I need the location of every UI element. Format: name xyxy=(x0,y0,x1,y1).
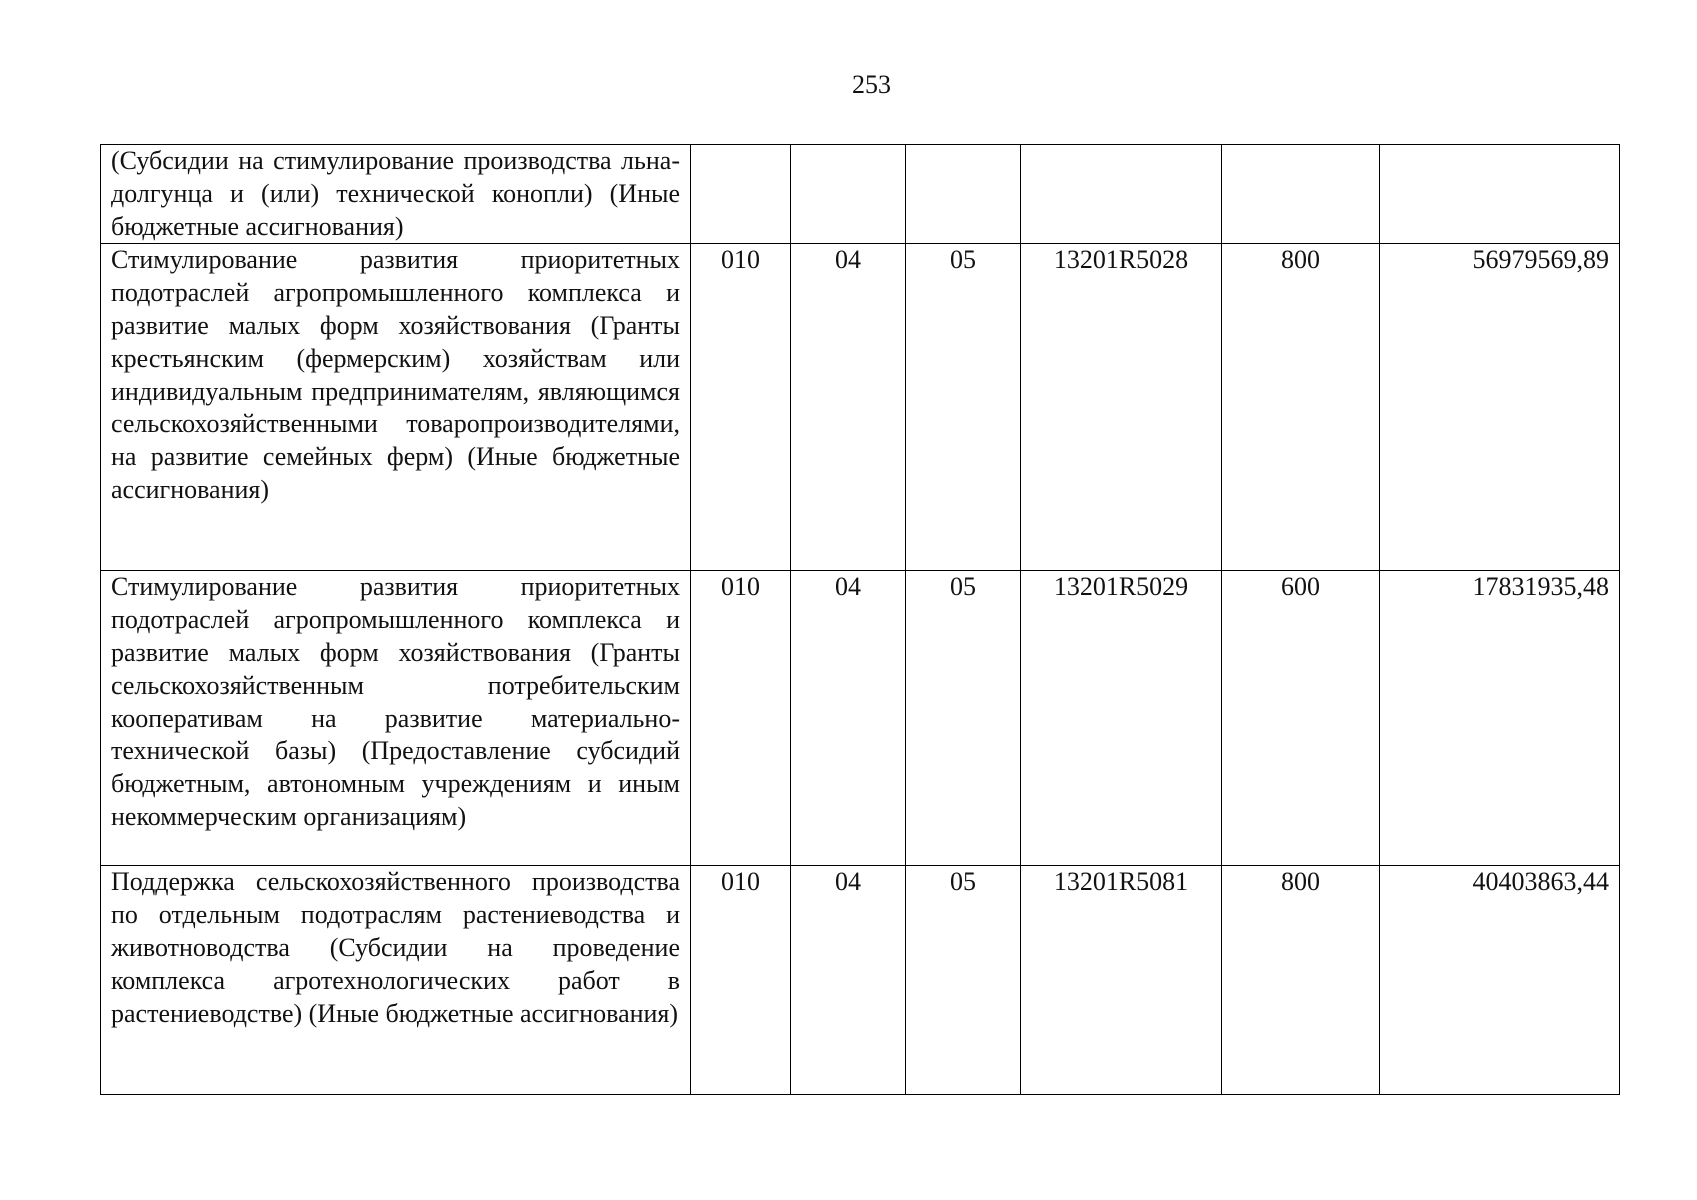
section-code: 04 xyxy=(791,244,906,571)
expense-type-code: 600 xyxy=(1222,571,1380,866)
table-row xyxy=(101,244,1620,571)
target-article-code: 13201R5028 xyxy=(1021,244,1222,571)
row-description: Поддержка сельскохозяйственного производства по отдельным подотраслям растениеводства и животноводства (Субсидии на проведение комплекса агротехнологических работ в растениеводстве) (Иные бюджетные ассигнования) xyxy=(101,866,691,1095)
table-row xyxy=(101,571,1620,866)
subsection-code: 05 xyxy=(906,866,1021,1095)
expense-type-code: 800 xyxy=(1222,244,1380,571)
budget-table xyxy=(100,144,1620,1095)
target-article-code: 13201R5029 xyxy=(1021,571,1222,866)
table-row xyxy=(101,145,1620,244)
target-article-code xyxy=(1021,145,1222,244)
subsection-code: 05 xyxy=(906,244,1021,571)
subsection-code: 05 xyxy=(906,571,1021,866)
row-description: (Субсидии на стимулирование производства льна-долгунца и (или) технической конопли) (Иные бюджетные ассигнования) xyxy=(101,145,691,244)
table-row xyxy=(101,866,1620,1095)
target-article-code: 13201R5081 xyxy=(1021,866,1222,1095)
page-number: 253 xyxy=(852,70,891,99)
amount: 17831935,48 xyxy=(1380,571,1620,866)
ministry-code: 010 xyxy=(691,571,791,866)
amount: 56979569,89 xyxy=(1380,244,1620,571)
amount: 40403863,44 xyxy=(1380,866,1620,1095)
row-description: Стимулирование развития приоритетных подотраслей агропромышленного комплекса и развитие малых форм хозяйствования (Гранты сельскохозяйственным потребительским кооперативам на развитие материально-технической базы) (Предоставление субсидий бюджетным, автономным учреждениям и иным некоммерческим организациям) xyxy=(101,571,691,866)
ministry-code: 010 xyxy=(691,866,791,1095)
row-description: Стимулирование развития приоритетных подотраслей агропромышленного комплекса и развитие малых форм хозяйствования (Гранты крестьянским (фермерским) хозяйствам или индивидуальным предпринимателям, являющимся сельскохозяйственными товаропроизводителями, на развитие семейных ферм) (Иные бюджетные ассигнования) xyxy=(101,244,691,571)
ministry-code xyxy=(691,145,791,244)
ministry-code: 010 xyxy=(691,244,791,571)
expense-type-code xyxy=(1222,145,1380,244)
subsection-code xyxy=(906,145,1021,244)
section-code: 04 xyxy=(791,571,906,866)
amount xyxy=(1380,145,1620,244)
expense-type-code: 800 xyxy=(1222,866,1380,1095)
section-code: 04 xyxy=(791,866,906,1095)
section-code xyxy=(791,145,906,244)
